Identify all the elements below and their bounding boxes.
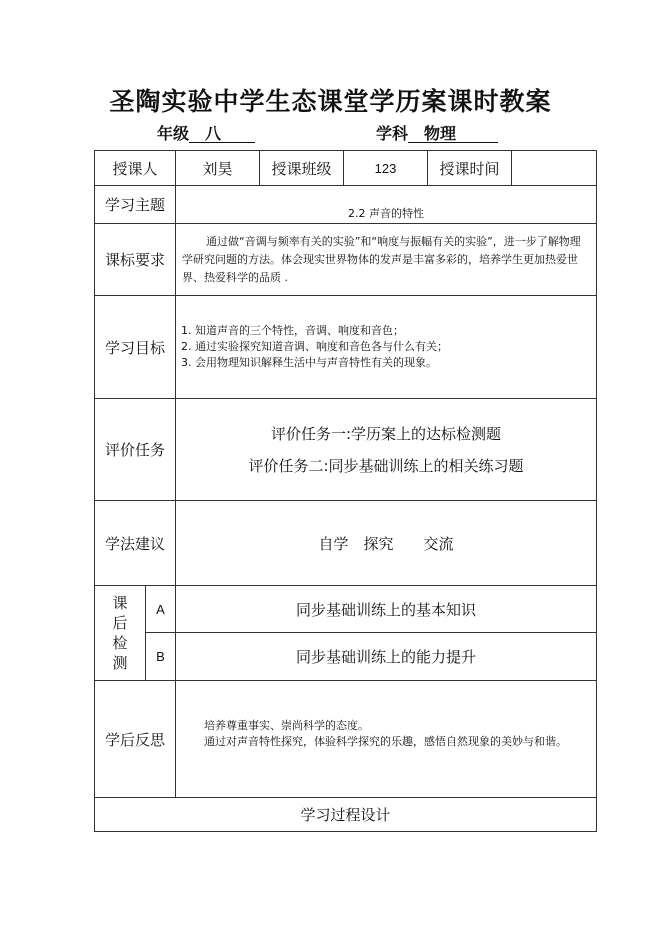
topic-label: 学习主题 (95, 186, 176, 224)
lesson-plan-table (94, 150, 597, 832)
goal-item: 2. 通过实验探究知道音调、响度和音色各与什么有关； (181, 340, 449, 353)
standard-row (95, 224, 597, 296)
reflection-row (95, 681, 597, 798)
method-label: 学法建议 (95, 501, 176, 586)
after-class-row-b (95, 633, 597, 681)
page-title: 圣陶实验中学生态课堂学历案课时教案 (109, 87, 552, 116)
after-class-row-a (95, 586, 597, 633)
evaluation-row (95, 399, 597, 501)
reflection-cell (176, 681, 597, 798)
after-class-label-char: 后 (112, 614, 128, 632)
evaluation-task-2: 评价任务二:同步基础训练上的相关练习题 (248, 456, 524, 475)
subject-field (376, 121, 498, 144)
subject-label: 学科 (376, 124, 409, 143)
after-class-a-label: A (146, 586, 176, 633)
reflection-line-2: 通过对声音特性探究，体验科学探究的乐趣，感悟自然现象的美妙与和谐。 (204, 735, 568, 748)
class-label: 授课班级 (260, 151, 344, 186)
subject-value: 物理 (424, 124, 457, 143)
goals-row (95, 296, 597, 399)
after-class-label-char: 测 (112, 654, 128, 672)
time-value (512, 151, 597, 186)
class-value: 123 (344, 151, 428, 186)
goal-item: 1. 知道声音的三个特性，音调、响度和音色； (181, 324, 405, 337)
after-class-label-char: 检 (112, 634, 128, 652)
standard-label: 课标要求 (95, 224, 176, 296)
method-value: 自学 探究 交流 (176, 501, 597, 586)
after-class-b-value: 同步基础训练上的能力提升 (176, 633, 597, 681)
teacher-value: 刘昊 (176, 151, 260, 186)
after-class-a-value: 同步基础训练上的基本知识 (176, 586, 597, 633)
standard-text: 通过做“音调与频率有关的实验”和“响度与振幅有关的实验”，进一步了解物理学研究问题的方法。体会现实世界物体的发声是丰富多彩的，培养学生更加热爱世界、热爱科学的品质 . (176, 224, 597, 296)
process-label: 学习过程设计 (95, 798, 597, 832)
evaluation-cell (176, 399, 597, 501)
topic-value: 2.2 声音的特性 (348, 207, 425, 220)
time-label: 授课时间 (428, 151, 512, 186)
process-row (95, 798, 597, 832)
goal-item: 3. 会用物理知识解释生活中与声音特性有关的现象。 (181, 356, 438, 369)
topic-row (95, 186, 597, 224)
grade-label: 年级 (157, 124, 190, 143)
grade-field (157, 121, 255, 144)
topic-cell (176, 186, 597, 224)
info-row (95, 151, 597, 186)
reflection-line-1: 培养尊重事实、崇尚科学的态度。 (204, 719, 370, 732)
subject-value-underline (408, 125, 498, 143)
teacher-label: 授课人 (95, 151, 176, 186)
evaluation-label: 评价任务 (95, 399, 176, 501)
after-class-b-label: B (146, 633, 176, 681)
goals-cell (176, 296, 597, 399)
method-row (95, 501, 597, 586)
grade-value: 八 (205, 124, 222, 143)
evaluation-task-1: 评价任务一:学历案上的达标检测题 (270, 424, 502, 443)
reflection-label: 学后反思 (95, 681, 176, 798)
goals-label: 学习目标 (95, 296, 176, 399)
grade-value-underline (189, 125, 255, 143)
after-class-label (95, 586, 146, 681)
after-class-label-char: 课 (112, 594, 128, 612)
